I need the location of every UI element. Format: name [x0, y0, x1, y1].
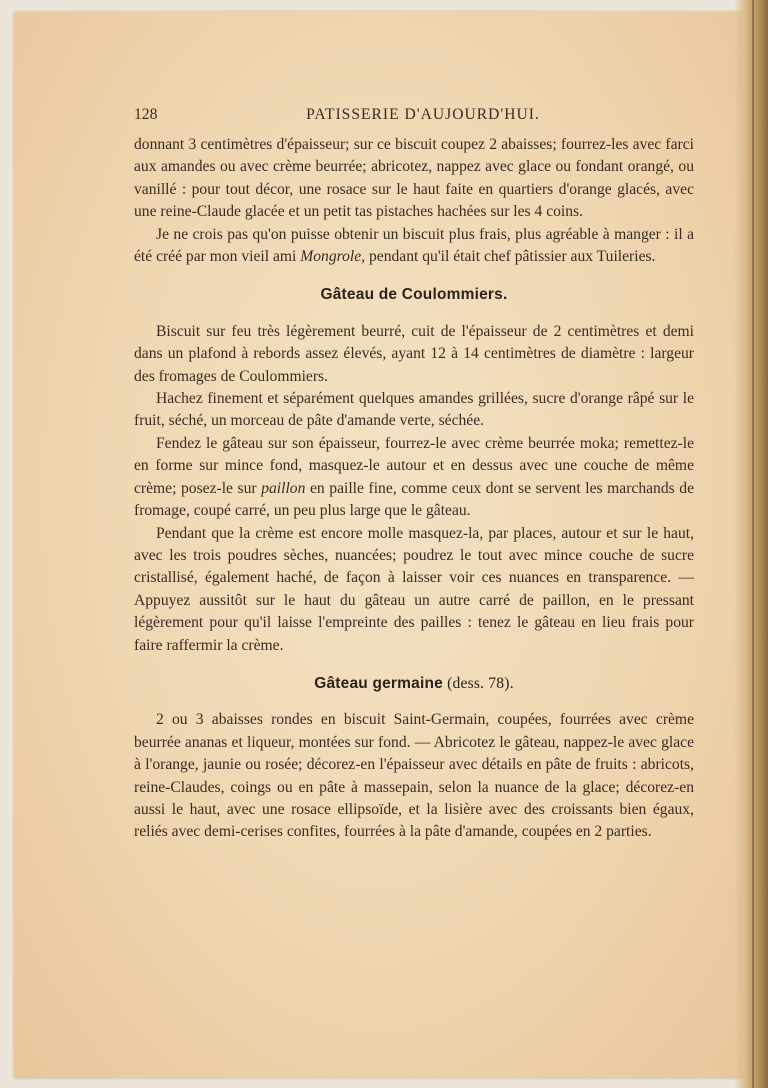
- book-spine-shadow: [734, 0, 768, 1088]
- coulommiers-p3-text-a: Fendez le gâteau sur son épaisseur, fourrez-le avec crème beurrée moka; remettez-le en forme sur mince fond, masquez-le autour et en dessus avec une couche de même crème; posez-le sur: [134, 434, 694, 497]
- section-title-coulommiers: Gâteau de Coulommiers.: [320, 286, 508, 304]
- page-number: 128: [134, 106, 158, 123]
- section-title-germaine: [134, 673, 694, 695]
- coulommiers-paragraph-3: [134, 433, 694, 523]
- running-header: [134, 104, 694, 128]
- coulommiers-p3-word: paillon: [261, 479, 306, 497]
- intro-paragraph-2: [134, 224, 694, 269]
- intro-p2-name: Mongrole,: [300, 248, 366, 266]
- paper-sheet: [14, 12, 742, 1078]
- coulommiers-p3-text-b: en paille fine, comme ceux dont se servent les marchands de fromage, coupé carré, un peu plus large que le gâteau.: [134, 479, 695, 520]
- germaine-title-reference: (dess. 78).: [442, 674, 514, 692]
- running-title: PATISSERIE D'AUJOURD'HUI.: [306, 106, 540, 123]
- germaine-title: Gâteau germaine: [314, 674, 443, 692]
- coulommiers-paragraph-1: Biscuit sur feu très légèrement beurré, cuit de l'épaisseur de 2 centimètres et demi dans un plafond à rebords assez élevés, ayant 12 à 14 centimètres de diamètre : largeur des fromages de Coulommiers.: [134, 322, 694, 385]
- intro-p2-text-b: pendant qu'il était chef pâtissier aux Tuileries.: [365, 248, 656, 266]
- germaine-paragraph-1: 2 ou 3 abaisses rondes en biscuit Saint-Germain, coupées, fourrées avec crème beurrée ananas et liqueur, montées sur fond. — Abricotez le gâteau, nappez-le avec glace à l'orange, jaunie ou rosée; décorez-en l'épaisseur avec détails en pâte de fruits : abricots, reine-Claudes, coings ou en pâte à massepain, selon la nuance de la glace; décorez-en aussi le haut, avec une rosace ellipsoïde, et la lisière avec des croissants bien égaux, reliés avec demi-cerises confites, fourrées à la pâte d'amande, coupées en 2 parties.: [134, 711, 694, 841]
- coulommiers-paragraph-2: Hachez finement et séparément quelques amandes grillées, sucre d'orange râpé sur le fruit, séché, un morceau de pâte d'amande verte, séchée.: [134, 390, 694, 430]
- coulommiers-paragraph-4: Pendant que la crème est encore molle masquez-la, par places, autour et sur le haut, avec les trois poudres sèches, nuancées; poudrez le tout avec mince couche de sucre cristallisé, également haché, de façon à laisser voir ces nuances en transparence. — Appuyez aussitôt sur le haut du gâteau un autre carré de paillon, en le pressant légèrement pour qu'il laisse l'empreinte des pailles : tenez le gâteau en lieu frais pour faire raffermir la crème.: [134, 524, 694, 654]
- book-spine-edge: [752, 0, 754, 1088]
- text-block: [134, 104, 694, 844]
- intro-p2-text-a: Je ne crois pas qu'on puisse obtenir un biscuit plus frais, plus agréable à manger : il a été créé par mon vieil ami: [134, 225, 694, 266]
- intro-paragraph-1: donnant 3 centimètres d'épaisseur; sur ce biscuit coupez 2 abaisses; fourrez-les avec farci aux amandes ou avec crème beurrée; abricotez, nappez avec glace ou fondant orangé, ou vanillé : pour tout décor, une rosace sur le haut faite en quartiers d'orange glacés, avec une reine-Claude glacée et un petit tas pistaches hachées sur les 4 coins.: [134, 136, 694, 221]
